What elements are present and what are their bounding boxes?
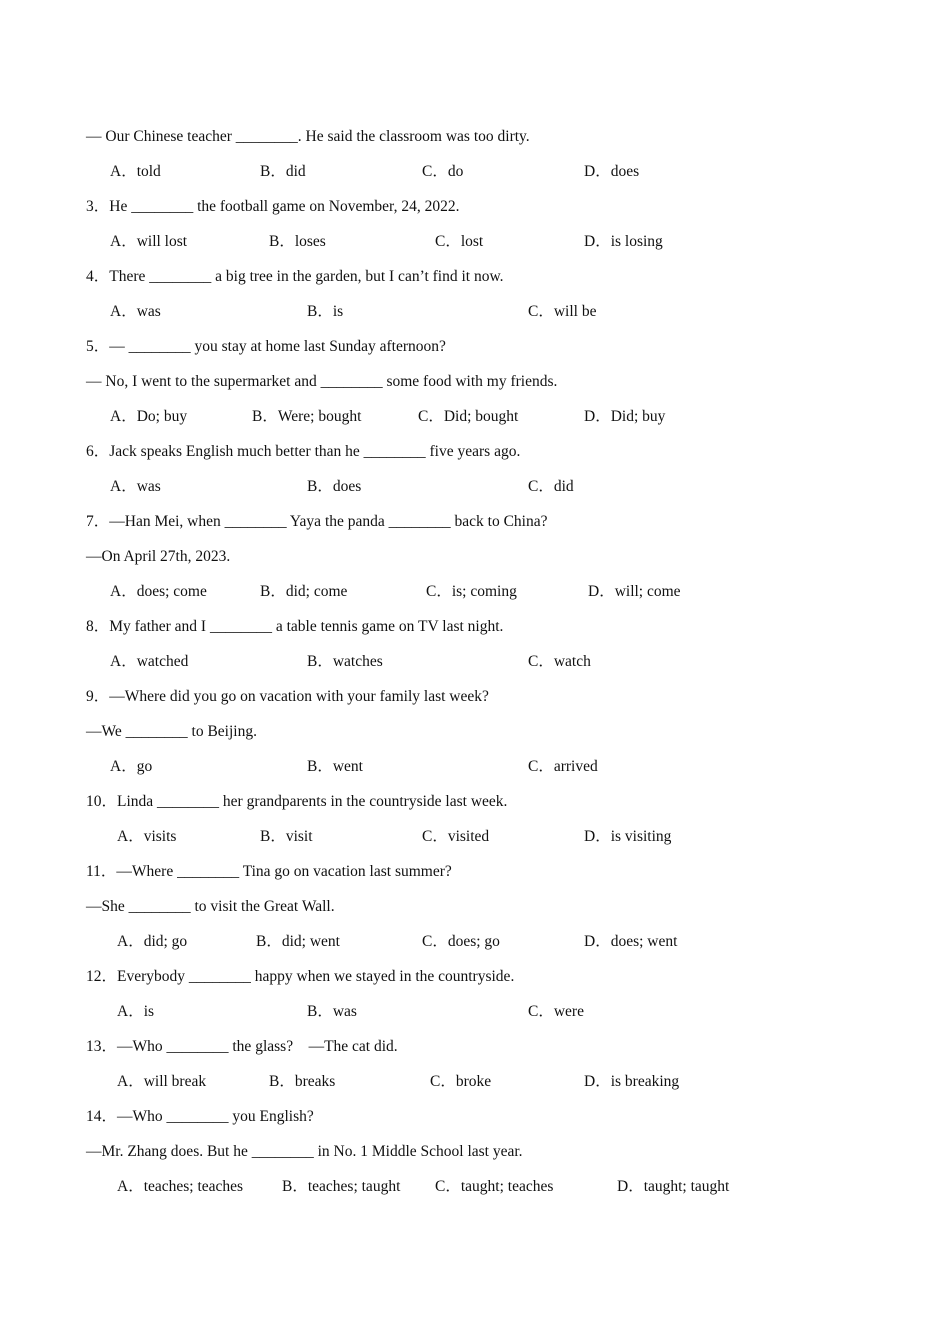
option-d: D．is losing	[584, 233, 663, 250]
option-c: C．will be	[528, 303, 597, 320]
option-a: A．Do; buy	[110, 408, 188, 425]
option-b: B．loses	[269, 233, 326, 250]
question-line: —She ________ to visit the Great Wall.	[86, 898, 335, 915]
option-a: A．go	[110, 758, 153, 775]
option-d: D．taught; taught	[617, 1178, 730, 1195]
option-a: A．visits	[117, 828, 177, 845]
option-d: D．will; come	[588, 583, 681, 600]
option-c: C．broke	[430, 1073, 492, 1090]
option-b: B．Were; bought	[252, 408, 362, 425]
option-c: C．lost	[435, 233, 484, 250]
option-b: B．did; went	[256, 933, 340, 950]
question-line: 8．My father and I ________ a table tennis game on TV last night.	[86, 618, 504, 635]
option-a: A．teaches; teaches	[117, 1178, 244, 1195]
option-a: A．was	[110, 303, 161, 320]
option-b: B．was	[307, 1003, 357, 1020]
option-d: D．Did; buy	[584, 408, 666, 425]
option-d: D．does	[584, 163, 640, 180]
option-a: A．is	[117, 1003, 155, 1020]
question-line: — No, I went to the supermarket and ________ some food with my friends.	[86, 373, 558, 390]
option-b: B．visit	[260, 828, 313, 845]
option-c: C．is; coming	[426, 583, 517, 600]
option-b: B．did; come	[260, 583, 348, 600]
option-a: A．will break	[117, 1073, 207, 1090]
question-line: 11．—Where ________ Tina go on vacation last summer?	[86, 863, 452, 880]
option-c: C．arrived	[528, 758, 598, 775]
option-d: D．is breaking	[584, 1073, 680, 1090]
option-b: B．is	[307, 303, 344, 320]
question-line: 13．—Who ________ the glass? —The cat did.	[86, 1038, 398, 1055]
option-a: A．watched	[110, 653, 189, 670]
question-line: 4．There ________ a big tree in the garden, but I can’t find it now.	[86, 268, 504, 285]
question-line: —On April 27th, 2023.	[86, 548, 231, 565]
option-b: B．does	[307, 478, 362, 495]
option-c: C．Did; bought	[418, 408, 519, 425]
option-a: A．was	[110, 478, 161, 495]
option-c: C．taught; teaches	[435, 1178, 554, 1195]
option-c: C．do	[422, 163, 464, 180]
question-line: 12．Everybody ________ happy when we stayed in the countryside.	[86, 968, 515, 985]
question-line: 6．Jack speaks English much better than he ________ five years ago.	[86, 443, 521, 460]
option-c: C．did	[528, 478, 574, 495]
option-d: D．does; went	[584, 933, 678, 950]
option-c: C．watch	[528, 653, 591, 670]
option-b: B．breaks	[269, 1073, 336, 1090]
option-c: C．were	[528, 1003, 584, 1020]
question-line: —Mr. Zhang does. But he ________ in No. 1 Middle School last year.	[86, 1143, 523, 1160]
question-line: —We ________ to Beijing.	[86, 723, 257, 740]
question-line: 9．—Where did you go on vacation with your family last week?	[86, 688, 489, 705]
question-line: 10．Linda ________ her grandparents in the countryside last week.	[86, 793, 508, 810]
option-a: A．told	[110, 163, 161, 180]
option-b: B．watches	[307, 653, 383, 670]
question-line: 5．— ________ you stay at home last Sunday afternoon?	[86, 338, 446, 355]
option-b: B．teaches; taught	[282, 1178, 401, 1195]
question-line: 3．He ________ the football game on November, 24, 2022.	[86, 198, 460, 215]
option-a: A．did; go	[117, 933, 188, 950]
option-a: A．will lost	[110, 233, 188, 250]
option-c: C．does; go	[422, 933, 500, 950]
option-d: D．is visiting	[584, 828, 672, 845]
question-line: — Our Chinese teacher ________. He said the classroom was too dirty.	[86, 128, 530, 145]
option-b: B．did	[260, 163, 306, 180]
option-b: B．went	[307, 758, 363, 775]
option-a: A．does; come	[110, 583, 207, 600]
question-line: 14．—Who ________ you English?	[86, 1108, 314, 1125]
option-c: C．visited	[422, 828, 490, 845]
question-line: 7．—Han Mei, when ________ Yaya the panda ________ back to China?	[86, 513, 548, 530]
